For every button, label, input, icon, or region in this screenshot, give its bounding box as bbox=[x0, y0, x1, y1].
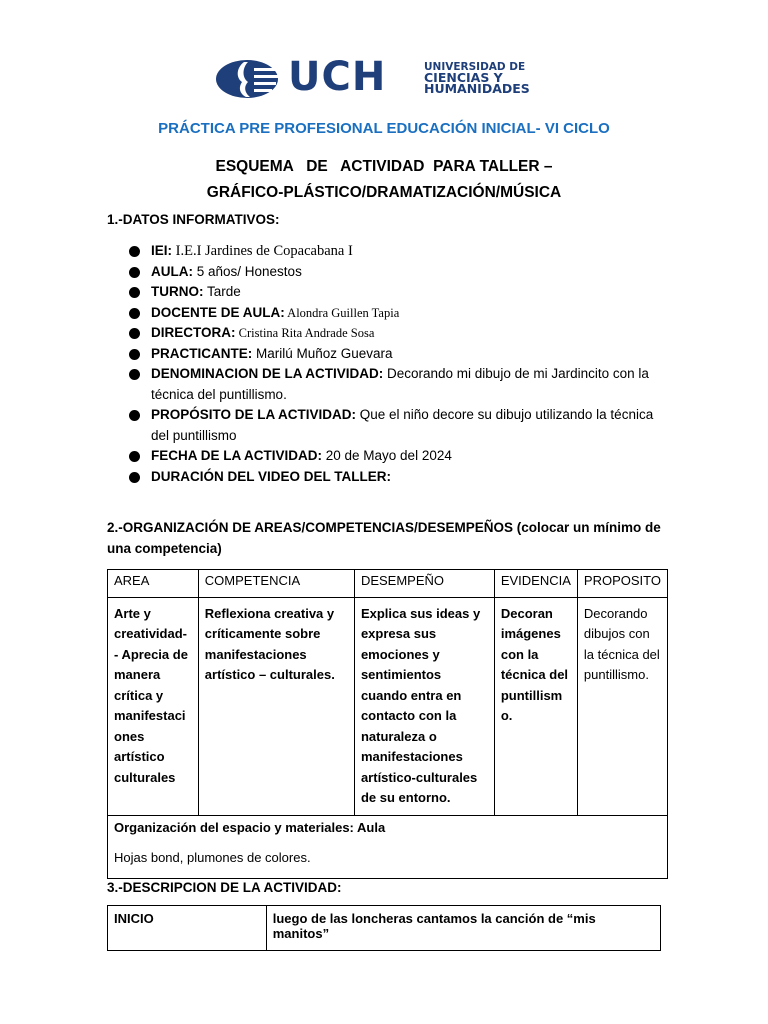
info-value: Tarde bbox=[203, 284, 241, 299]
cell-area: Arte y creatividad- - Aprecia de manera crítica y manifestaci ones artístico culturales bbox=[108, 597, 199, 815]
info-item-practicante bbox=[127, 344, 667, 365]
competencies-table bbox=[107, 569, 668, 879]
info-label: DOCENTE DE AULA: bbox=[151, 304, 285, 320]
bullet-icon bbox=[129, 451, 140, 462]
cell-stage-description: luego de las loncheras cantamos la canción de “mis manitos” bbox=[266, 906, 660, 951]
bullet-icon bbox=[129, 287, 140, 298]
table-row bbox=[108, 597, 668, 815]
uch-emblem-icon bbox=[214, 58, 280, 100]
info-value: I.E.I Jardines de Copacabana I bbox=[172, 243, 353, 259]
col-header-desempeno: DESEMPEÑO bbox=[354, 570, 494, 598]
title-line-2: GRÁFICO-PLÁSTICO/DRAMATIZACIÓN/MÚSICA bbox=[206, 184, 562, 201]
col-header-area: AREA bbox=[108, 570, 199, 598]
info-value: Que el niño decore su dibujo utilizando la técnica del puntillismo bbox=[151, 407, 654, 443]
info-value: 5 años/ Honestos bbox=[193, 263, 302, 279]
cell-proposito: Decorando dibujos con la técnica del puntillismo. bbox=[577, 597, 667, 815]
table-row-materials bbox=[108, 815, 668, 878]
col-header-evidencia: EVIDENCIA bbox=[494, 570, 577, 598]
info-item-duracion bbox=[127, 467, 667, 488]
bullet-icon bbox=[129, 308, 140, 319]
info-item-turno bbox=[127, 282, 667, 303]
logo-acronym: UCH bbox=[288, 54, 387, 100]
info-item-directora bbox=[127, 323, 667, 344]
cell-evidencia: Decoran imágenes con la técnica del puntillism o. bbox=[494, 597, 577, 815]
info-value: Marilú Muñoz Guevara bbox=[252, 345, 393, 361]
program-title: PRÁCTICA PRE PROFESIONAL EDUCACIÓN INICIAL- VI CICLO bbox=[158, 120, 610, 137]
info-value: Decorando mi dibujo de mi Jardincito con la técnica del puntillismo. bbox=[151, 366, 649, 402]
university-logo bbox=[214, 54, 564, 100]
activity-table bbox=[107, 905, 661, 951]
info-label: AULA: bbox=[151, 263, 193, 279]
info-label: DURACIÓN DEL VIDEO DEL TALLER: bbox=[151, 468, 392, 484]
logo-line-2: CIENCIAS Y bbox=[424, 70, 503, 85]
cell-desempeno: Explica sus ideas y expresa sus emociones y sentimientos cuando entra en contacto con la naturaleza o manifestaciones artístico-culturales de su entorno. bbox=[354, 597, 494, 815]
info-label: DIRECTORA: bbox=[151, 325, 236, 340]
org-space-label: Organización del espacio y materiales: Aula bbox=[114, 819, 386, 835]
bullet-icon bbox=[129, 328, 140, 339]
info-value: Alondra Guillen Tapia bbox=[284, 305, 400, 320]
section-2-heading: 2.-ORGANIZACIÓN DE AREAS/COMPETENCIAS/DESEMPEÑOS (colocar un mínimo de una competencia) bbox=[107, 520, 661, 556]
col-header-proposito: PROPOSITO bbox=[577, 570, 667, 598]
info-label: FECHA DE LA ACTIVIDAD: bbox=[151, 448, 322, 463]
info-value: 20 de Mayo del 2024 bbox=[322, 448, 452, 463]
info-label: IEI: bbox=[151, 243, 173, 258]
logo-line-3: HUMANIDADES bbox=[424, 81, 530, 96]
title-line-1: ESQUEMA DE ACTIVIDAD PARA TALLER – bbox=[215, 158, 553, 175]
info-value: Cristina Rita Andrade Sosa bbox=[235, 326, 375, 340]
bullet-icon bbox=[129, 472, 140, 483]
info-item-iei bbox=[127, 241, 667, 262]
cell-competencia: Reflexiona creativa y críticamente sobre manifestaciones artístico – culturales. bbox=[198, 597, 354, 815]
section-1-heading: 1.-DATOS INFORMATIVOS: bbox=[107, 212, 280, 227]
logo-university-name bbox=[424, 62, 530, 94]
document-title bbox=[0, 154, 768, 206]
materials-text: Hojas bond, plumones de colores. bbox=[114, 849, 311, 865]
col-header-competencia: COMPETENCIA bbox=[198, 570, 354, 598]
info-label: PRACTICANTE: bbox=[151, 345, 253, 361]
cell-stage: INICIO bbox=[108, 906, 267, 951]
info-item-denominacion bbox=[127, 364, 667, 405]
cell-materials bbox=[108, 815, 668, 878]
table-header-row bbox=[108, 570, 668, 598]
info-label: PROPÓSITO DE LA ACTIVIDAD: bbox=[151, 407, 357, 422]
bullet-icon bbox=[129, 246, 140, 257]
table-row bbox=[108, 906, 661, 951]
bullet-icon bbox=[129, 267, 140, 278]
info-item-aula bbox=[127, 262, 667, 283]
info-item-fecha bbox=[127, 446, 667, 467]
info-item-docente bbox=[127, 303, 667, 324]
info-item-proposito bbox=[127, 405, 667, 446]
bullet-icon bbox=[129, 369, 140, 380]
logo-line-1: UNIVERSIDAD DE bbox=[424, 61, 526, 73]
info-label: TURNO: bbox=[151, 284, 204, 299]
section-3-heading: 3.-DESCRIPCION DE LA ACTIVIDAD: bbox=[107, 880, 342, 895]
bullet-icon bbox=[129, 410, 140, 421]
info-list bbox=[127, 241, 667, 487]
bullet-icon bbox=[129, 349, 140, 360]
info-label: DENOMINACION DE LA ACTIVIDAD: bbox=[151, 366, 384, 381]
